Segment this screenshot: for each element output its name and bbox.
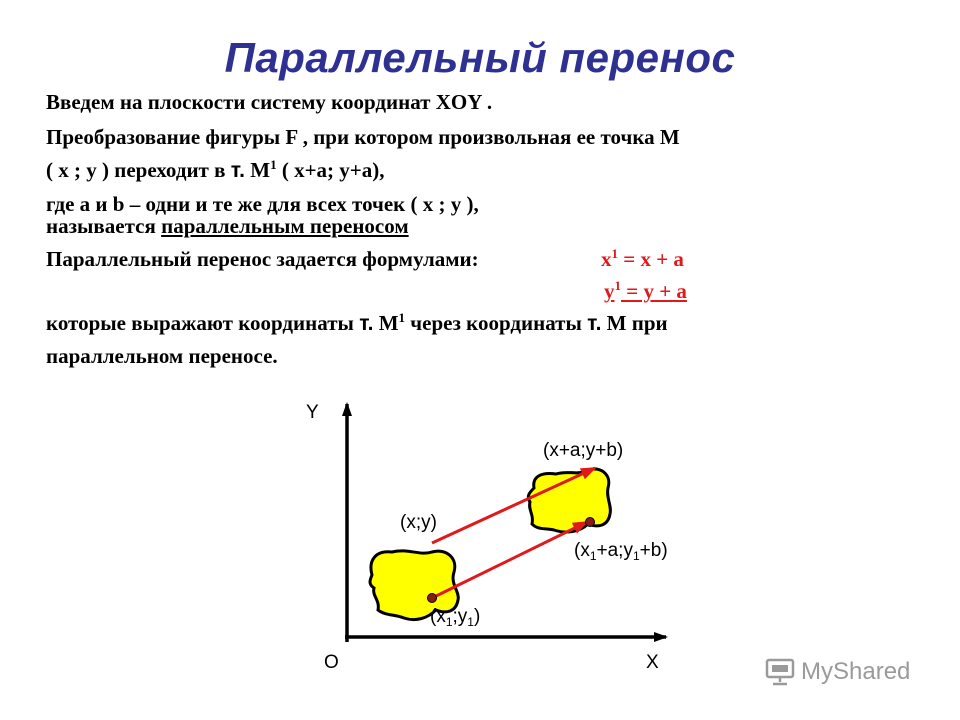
- label-x-y: (x;y): [400, 512, 437, 533]
- text-line-5-a: называется: [46, 214, 162, 238]
- label-axis-x: X: [646, 652, 659, 673]
- formula-y-rest: = y + a: [621, 279, 687, 303]
- text-line-3-sup: 1: [270, 157, 277, 172]
- text-line-8: параллельном переносе.: [46, 344, 278, 368]
- text-line-3-a: ( x ; y ) переходит в: [46, 158, 231, 182]
- text-line-7-sup: 1: [398, 310, 406, 325]
- text-line-7-d: M при: [601, 311, 668, 335]
- text-line-7-t2: т.: [587, 312, 602, 335]
- projector-screen-icon: [765, 658, 795, 686]
- watermark: [765, 655, 935, 689]
- label-xa-yb: (x+a;y+b): [543, 440, 624, 461]
- formula-y-sup: 1: [614, 278, 621, 293]
- text-line-7-c: через координаты: [405, 311, 588, 335]
- text-line-7-t1: т.: [359, 312, 374, 335]
- slide-title: Параллельный перенос: [224, 34, 736, 81]
- text-line-3-t: т.: [230, 159, 245, 182]
- text-line-1: Введем на плоскости систему координат XOY .: [46, 90, 493, 114]
- watermark-text: MyShared: [801, 658, 911, 685]
- point-m: [428, 594, 437, 603]
- text-line-2: Преобразование фигуры F , при котором произвольная ее точка M: [46, 125, 680, 149]
- text-line-7-a: которые выражают координаты: [46, 311, 360, 335]
- formula-y-var: y: [604, 279, 615, 303]
- text-line-7-b: M: [373, 311, 399, 335]
- text-line-3-b: M: [245, 158, 271, 182]
- label-origin: O: [324, 652, 339, 673]
- label-axis-y: Y: [306, 402, 319, 423]
- formula-x-rest: = x + a: [618, 247, 684, 271]
- text-line-6: Параллельный перенос задается формулами:: [46, 247, 479, 271]
- point-m1: [586, 518, 595, 527]
- label-x1-y1: $(x_1;y_1)$: [430, 606, 481, 629]
- label-x1a-y1b: $(x_1+a;y_1+b)$: [574, 540, 668, 563]
- text-line-4: где a и b – одни и те же для всех точек ( x ; y ),: [46, 192, 479, 216]
- text-line-5-underlined: параллельным переносом: [161, 214, 409, 238]
- formula-x-var: x: [601, 247, 612, 271]
- formula-x-sup: 1: [611, 246, 618, 261]
- text-line-3-c: ( x+a; y+a),: [276, 158, 385, 182]
